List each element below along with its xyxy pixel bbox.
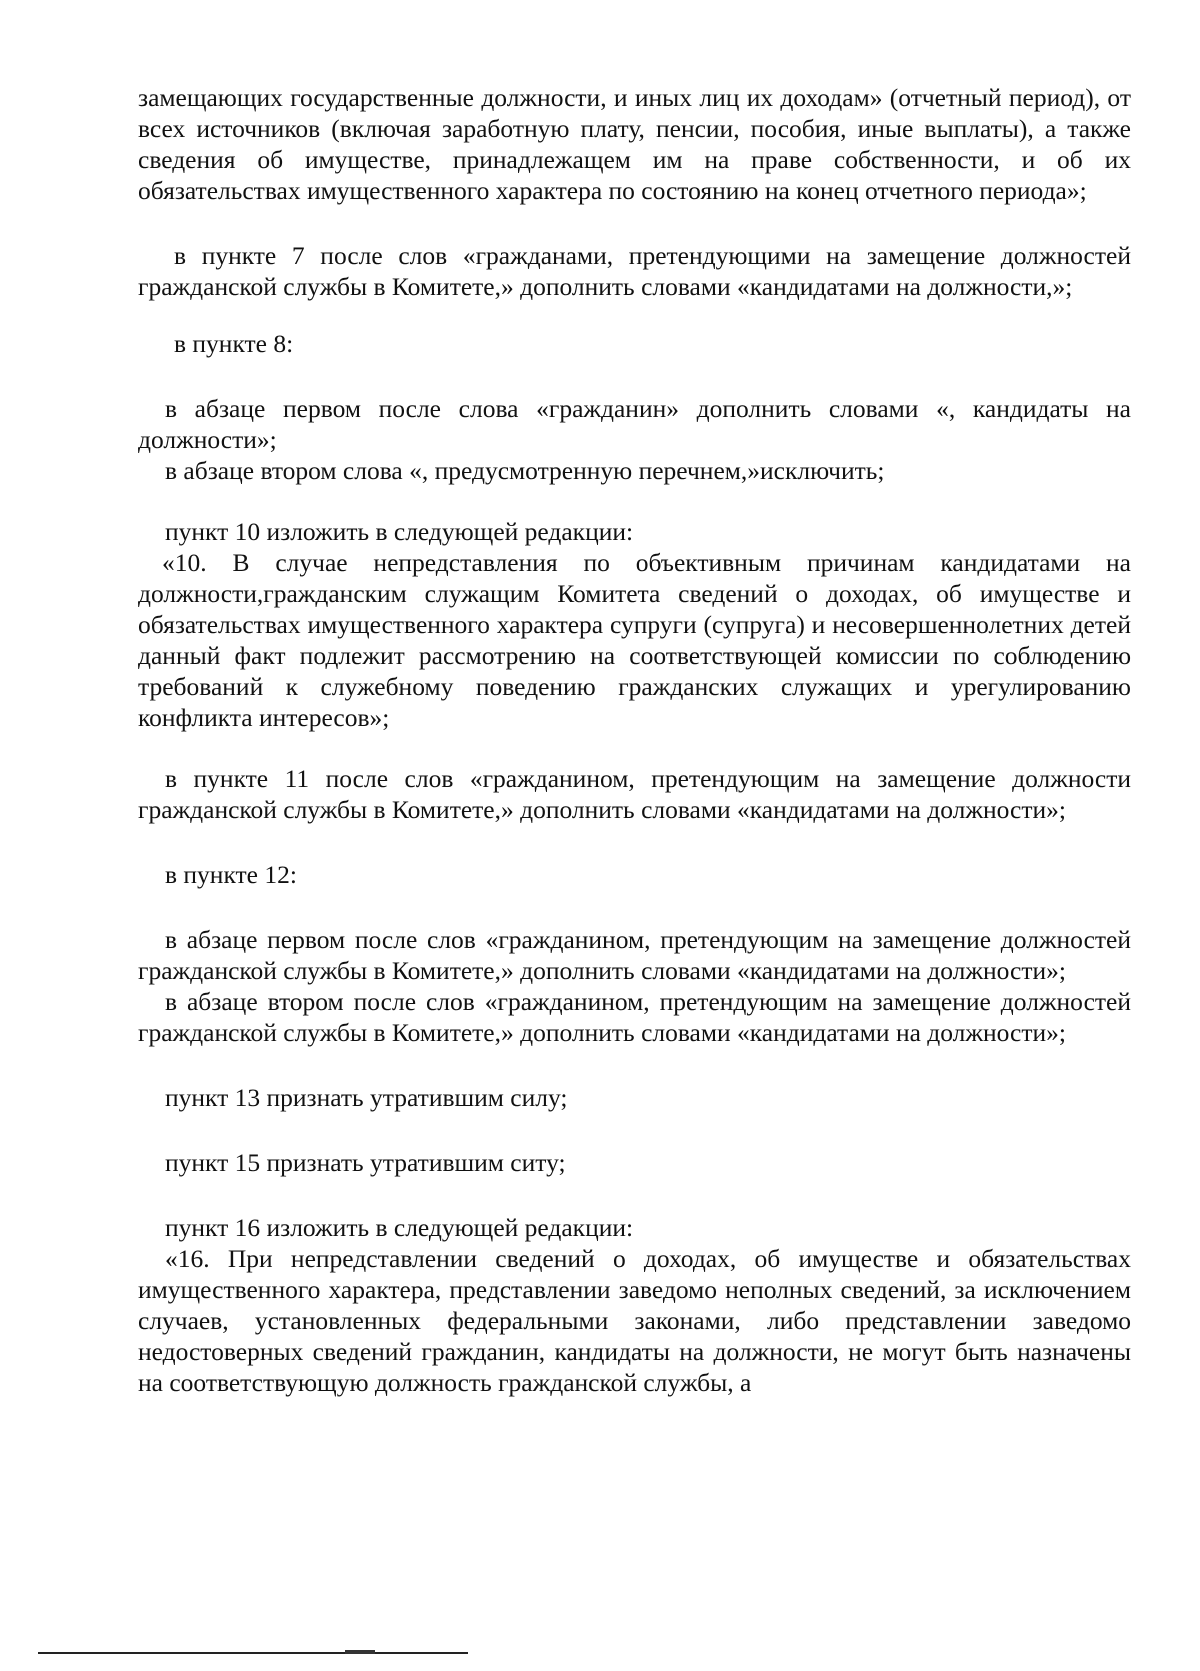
document-body [138, 82, 1131, 1398]
footer-divider [38, 1652, 468, 1654]
paragraph-7: «10. В случае непредставления по объективным причинам кандидатами на должности,гражданским служащим Комитета сведений о доходах, об имуществе и обязательствах имущественного характера супруги (супруга) и несовершеннолетних детей данный факт подлежит рассмотрению на соответствующей комиссии по соблюдению требований к служебному поведению гражданских служащих и урегулированию конфликта интересов»; [138, 548, 1131, 732]
paragraph-5: в абзаце втором слова «, предусмотренную перечнем,»исключить; [165, 456, 885, 485]
paragraph-11: в абзаце втором после слов «гражданином, претендующим на замещение должностей гражданской службы в Комитете,» дополнить словами «кандидатами на должности»; [138, 987, 1131, 1047]
paragraph-13: пункт 15 признать утратившим ситу; [165, 1148, 566, 1177]
paragraph-12: пункт 13 признать утратившим силу; [165, 1083, 568, 1112]
paragraph-14: пункт 16 изложить в следующей редакции: [165, 1213, 634, 1242]
paragraph-15: «16. При непредставлении сведений о доходах, об имуществе и обязательствах имущественного характера, представлении заведомо неполных сведений, за исключением случаев, установленных федеральными законами, либо представлении заведомо недостоверных сведений гражданин, кандидаты на должности, не могут быть назначены на соответствующую должность гражданской службы, а [138, 1244, 1131, 1397]
paragraph-6: пункт 10 изложить в следующей редакции: [165, 517, 634, 546]
paragraph-4: в абзаце первом после слова «гражданин» дополнить словами «, кандидаты на должности»; [138, 394, 1131, 454]
paragraph-1: замещающих государственные должности, и иных лиц их доходам» (отчетный период), от всех источников (включая заработную плату, пенсии, пособия, иные выплаты), а также сведения об имуществе, принадлежащем им на праве собственности, и об их обязательствах имущественного характера по состоянию на конец отчетного периода»; [138, 83, 1131, 205]
paragraph-3: в пункте 8: [174, 329, 294, 358]
paragraph-10: в абзаце первом после слов «гражданином, претендующим на замещение должностей гражданской службы в Комитете,» дополнить словами «кандидатами на должности»; [138, 925, 1131, 985]
paragraph-2: в пункте 7 после слов «гражданами, претендующими на замещение должностей гражданской службы в Комитете,» дополнить словами «кандидатами на должности,»; [138, 241, 1131, 301]
footer-scan-mark [345, 1650, 375, 1654]
paragraph-9: в пункте 12: [165, 860, 297, 889]
paragraph-8: в пункте 11 после слов «гражданином, претендующим на замещение должности гражданской службы в Комитете,» дополнить словами «кандидатами на должности»; [138, 764, 1131, 824]
